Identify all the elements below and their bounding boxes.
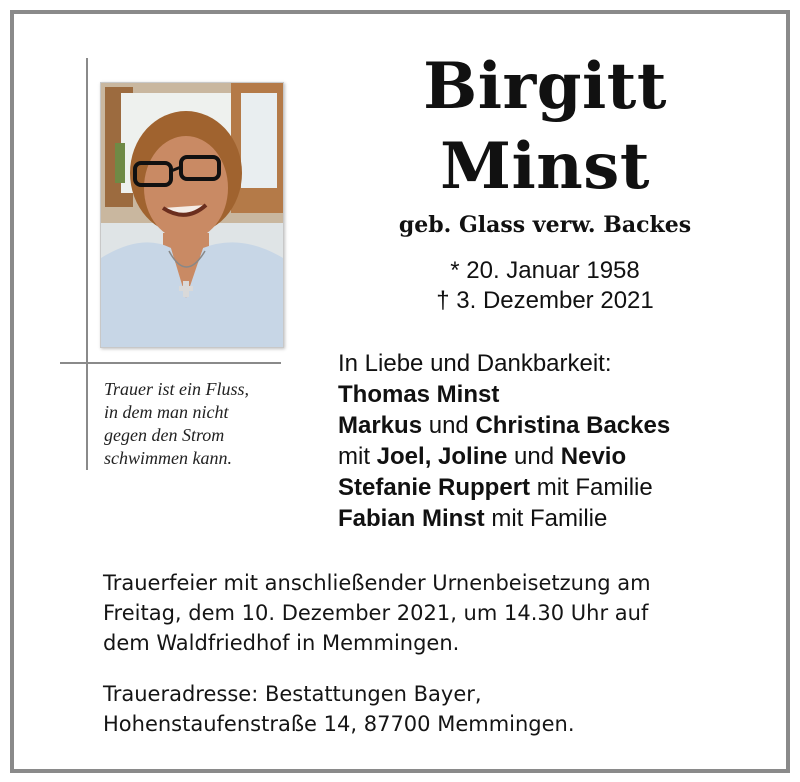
mourners-list <box>338 348 758 534</box>
mourner-line <box>338 472 758 503</box>
ceremony-line: Trauerfeier mit anschließender Urnenbeisetzung am <box>103 571 651 595</box>
memorial-quote <box>104 378 294 470</box>
maiden-name-line: geb. Glass verw. Backes <box>398 212 692 238</box>
mourner-name: Thomas Minst <box>338 381 500 408</box>
cross-vertical-line <box>86 58 88 470</box>
mourner-name: Markus <box>338 412 423 439</box>
mourning-address <box>103 679 743 739</box>
mourner-line <box>338 410 758 441</box>
birth-date: * 20. Januar 1958 <box>450 257 640 284</box>
connector-text: und <box>507 443 561 470</box>
connector-text: und <box>422 412 476 439</box>
mourner-line <box>338 379 758 410</box>
mourner-name: Fabian Minst <box>338 505 485 532</box>
deceased-first-name: Birgitt <box>423 49 667 124</box>
quote-line: schwimmen kann. <box>104 448 232 468</box>
death-date: † 3. Dezember 2021 <box>436 287 654 314</box>
address-line: Hohenstaufenstraße 14, 87700 Memmingen. <box>103 712 575 736</box>
deceased-last-name: Minst <box>440 129 650 204</box>
mourner-name: Christina Backes <box>475 412 671 439</box>
mourner-name: Stefanie Ruppert <box>338 474 531 501</box>
mourner-name: Joel, Joline <box>376 443 508 470</box>
ceremony-info <box>103 568 743 658</box>
quote-line: in dem man nicht <box>104 402 229 422</box>
mourner-name: Nevio <box>560 443 627 470</box>
mourner-line <box>338 503 758 534</box>
address-line: Traueradresse: Bestattungen Bayer, <box>103 682 482 706</box>
connector-text: mit <box>338 443 377 470</box>
ceremony-line: Freitag, dem 10. Dezember 2021, um 14.30 Uhr auf <box>103 601 649 625</box>
mourners-intro: In Liebe und Dankbarkeit: <box>338 350 612 377</box>
mourner-line <box>338 441 758 472</box>
connector-text: mit Familie <box>484 505 608 532</box>
connector-text: mit Familie <box>530 474 653 501</box>
cross-horizontal-line <box>60 362 281 364</box>
ceremony-line: dem Waldfriedhof in Memmingen. <box>103 631 460 655</box>
quote-line: Trauer ist ein Fluss, <box>104 379 250 399</box>
quote-line: gegen den Strom <box>104 425 225 445</box>
portrait-photo <box>100 82 284 348</box>
